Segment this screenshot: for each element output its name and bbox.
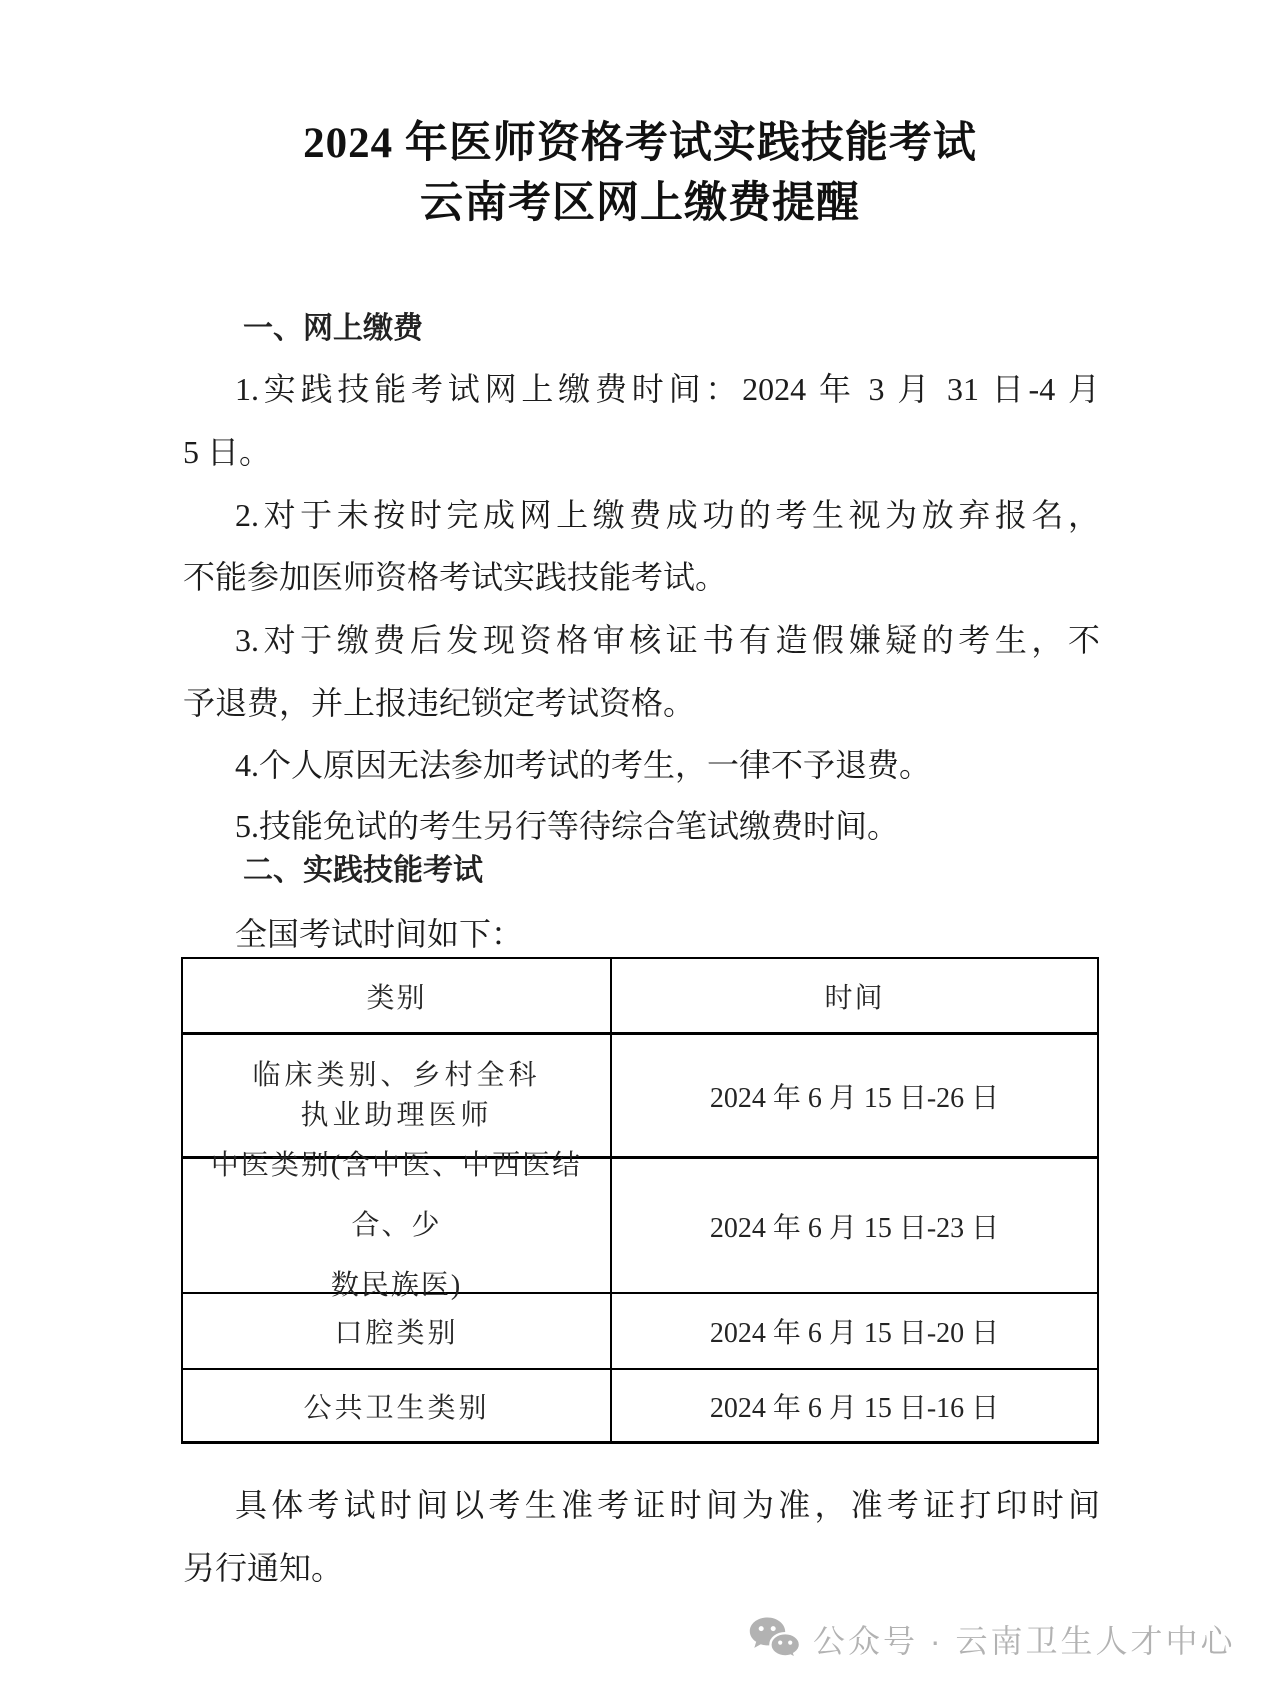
paragraph-3-line-1: 3.对于缴费后发现资格审核证书有造假嫌疑的考生，不	[235, 622, 1100, 658]
category-line-1: 中医类别(含中医、中西医结合、少	[210, 1149, 583, 1241]
time-cell: 2024 年 6 月 15 日-20 日	[709, 1318, 1000, 1349]
paragraph-5-line-1: 5.技能免试的考生另行等待综合笔试缴费时间。	[235, 808, 900, 844]
document-title	[0, 114, 1280, 234]
section-2-heading: 二、实践技能考试	[243, 854, 483, 887]
paragraph-3-line-2: 予退费，并上报违纪锁定考试资格。	[183, 685, 696, 721]
exam-schedule-table	[181, 957, 1099, 1444]
category-cell: 公共卫生类别	[183, 1370, 612, 1441]
category-line-2: 执业助理医师	[300, 1099, 493, 1131]
table-row-public-health	[183, 1368, 1097, 1441]
document-title-line2: 云南考区网上缴费提醒	[420, 180, 860, 227]
category-line-1: 临床类别、乡村全科	[252, 1059, 541, 1091]
document-title-line1: 2024 年医师资格考试实践技能考试	[303, 120, 977, 167]
table-header-row	[183, 959, 1097, 1032]
header-cell-category: 类别	[183, 959, 612, 1032]
paragraph-2-line-1: 2.对于未按时完成网上缴费成功的考生视为放弃报名，	[235, 497, 1100, 533]
category-line-2: 数民族医)	[330, 1269, 463, 1301]
closing-line-1: 具体考试时间以考生准考证时间为准，准考证打印时间	[235, 1487, 1100, 1523]
footer-watermark	[748, 1613, 1235, 1665]
category-cell: 口腔类别	[183, 1294, 612, 1368]
time-cell: 2024 年 6 月 15 日-16 日	[709, 1392, 1000, 1424]
header-cell-time: 时间	[824, 982, 885, 1014]
paragraph-2-line-2: 不能参加医师资格考试实践技能考试。	[183, 559, 728, 595]
table-row-dental	[183, 1292, 1097, 1368]
paragraph-1-line-1: 1.实践技能考试网上缴费时间：2024 年 3 月 31 日-4 月	[235, 371, 1100, 407]
table-row-tcm	[183, 1149, 1097, 1301]
paragraph-4-line-1: 4.个人原因无法参加考试的考生，一律不予退费。	[235, 747, 932, 783]
paragraph-1-line-2: 5 日。	[183, 434, 272, 470]
watermark-text: 公众号 · 云南卫生人才中心	[813, 1623, 1236, 1659]
time-cell: 2024 年 6 月 15 日-23 日	[709, 1212, 1000, 1244]
closing-line-2: 另行通知。	[183, 1550, 344, 1586]
table-intro-line: 全国考试时间如下：	[235, 916, 524, 952]
wechat-icon	[748, 1616, 800, 1662]
section-1-heading: 一、网上缴费	[243, 312, 423, 345]
time-cell: 2024 年 6 月 15 日-26 日	[709, 1082, 1000, 1114]
category-cell	[183, 1149, 612, 1301]
